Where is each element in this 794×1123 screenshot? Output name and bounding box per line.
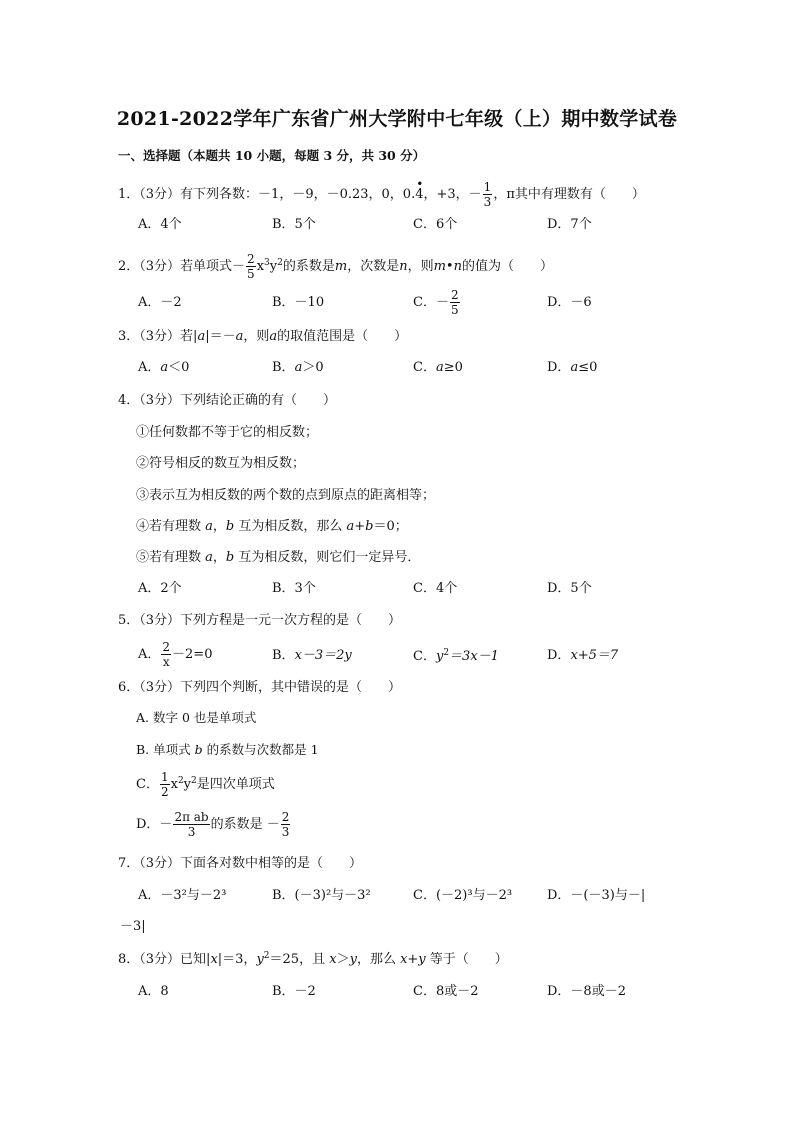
repeating-decimal-digit: • 4 (415, 177, 424, 202)
q7-option-b: B．(－3)²与－3² (272, 888, 371, 903)
fraction-one-third: $\frac{1}{3}$ (483, 180, 492, 209)
question-8: 8．（3分）已知|x|＝3，$y^2=25$，且 x＞y，那么 x+y 等于（ ） (118, 951, 508, 967)
question-7: 7．（3分）下面各对数中相等的是（ ） (118, 856, 363, 871)
fraction-two-thirds: $\frac{2}{3}$ (281, 810, 290, 839)
q4-option-c: C．4个 (413, 581, 458, 596)
q1-option-c: C．6个 (413, 217, 458, 232)
q4-option-a: A．2个 (138, 581, 182, 596)
q4-statement-4: ④若有理数 a，b 互为相反数，那么 a+b＝0； (136, 519, 408, 534)
q5-option-a: A． $\frac{2}{x}$ －2=0 (138, 640, 213, 669)
question-4: 4．（3分）下列结论正确的有（ ） (118, 393, 337, 408)
fraction-two-fifths: $\frac{2}{5}$ (247, 252, 255, 281)
q8-option-a: A．8 (138, 984, 169, 999)
q4-statement-1: ①任何数都不等于它的相反数； (136, 425, 319, 440)
q7-option-c: C．(－2)³与－2³ (413, 888, 513, 903)
q8-option-c: C．8或－2 (413, 984, 479, 999)
question-3: 3．（3分）若|a|＝－a，则a的取值范围是（ ） (118, 329, 408, 344)
q6-option-d: D．－ $\frac{\text{2π ab}}{3}$ 的系数是 － $\frac{2}{3}$ (136, 810, 290, 839)
q4-statement-2: ②符号相反的数互为相反数； (136, 456, 306, 471)
q6-option-a: A. 数字 0 也是单项式 (136, 710, 257, 725)
q1-option-a: A．4个 (138, 217, 182, 232)
fraction-two-pi-ab-over-three: $\frac{\text{2π ab}}{3}$ (174, 810, 209, 839)
q3-option-d: D．a≤0 (547, 360, 598, 375)
q7-option-d: D．－(－3)与－| (547, 888, 646, 903)
section-heading: 一、选择题（本题共 10 小题，每题 3 分，共 30 分） (118, 148, 426, 163)
q2-option-b: B．－10 (272, 295, 325, 310)
question-2: 2．（3分）若单项式－ $\frac{2}{5}$ $x^3y^2$的系数是m，次数是n，则m•n的值为（ ） (118, 252, 553, 281)
q8-option-b: B．－2 (272, 984, 316, 999)
page-title: 2021-2022学年广东省广州大学附中七年级（上）期中数学试卷 (116, 108, 678, 130)
q1-option-d: D．7个 (547, 217, 592, 232)
q4-option-b: B．3个 (272, 581, 316, 596)
q3-option-c: C．a≥0 (413, 360, 463, 375)
fraction-one-half: $\frac{1}{2}$ (160, 770, 169, 799)
q1-option-b: B．5个 (272, 217, 316, 232)
q4-statement-3: ③表示互为相反数的两个数的点到原点的距离相等； (136, 488, 436, 503)
fraction-two-over-x: $\frac{2}{x}$ (162, 640, 171, 669)
question-6: 6．（3分）下列四个判断，其中错误的是（ ） (118, 680, 402, 695)
question-1: 1．（3分）有下列各数：－1，－9，－0.23，0，0. • 4，+3，－ $\frac{1}{3}$ ，π其中有理数有（ ） (118, 177, 645, 209)
fraction-two-fifths-option: $\frac{2}{5}$ (450, 288, 459, 317)
q2-option-d: D．－6 (547, 295, 592, 310)
q1-stem-start: 1．（3分）有下列各数：－1，－9，－0.23，0，0. (118, 187, 416, 202)
q6-option-c: C． $\frac{1}{2}$ $x^2y^2$是四次单项式 (136, 770, 275, 799)
q5-option-d: D．x+5＝7 (547, 648, 619, 663)
question-5: 5．（3分）下列方程是一元一次方程的是（ ） (118, 613, 402, 628)
q7-option-a: A．－3²与－2³ (138, 888, 227, 903)
repeating-dot-icon: • (416, 177, 424, 191)
q6-option-b: B. 单项式 b 的系数与次数都是 1 (136, 742, 319, 757)
q2-option-a: A．－2 (138, 295, 182, 310)
q3-option-a: A．a＜0 (138, 360, 190, 375)
q2-option-c: C．－ $\frac{2}{5}$ (413, 288, 459, 317)
q4-option-d: D．5个 (547, 581, 592, 596)
q4-statement-5: ⑤若有理数 a，b 互为相反数，则它们一定异号． (136, 550, 421, 565)
q8-option-d: D．－8或－2 (547, 984, 626, 999)
q3-option-b: B．a＞0 (272, 360, 324, 375)
q5-option-c: C．$y^2=3x-1$ (413, 648, 499, 664)
q7-option-d-wrap: －3| (120, 919, 146, 934)
q5-option-b: B．x－3＝2y (272, 648, 352, 663)
